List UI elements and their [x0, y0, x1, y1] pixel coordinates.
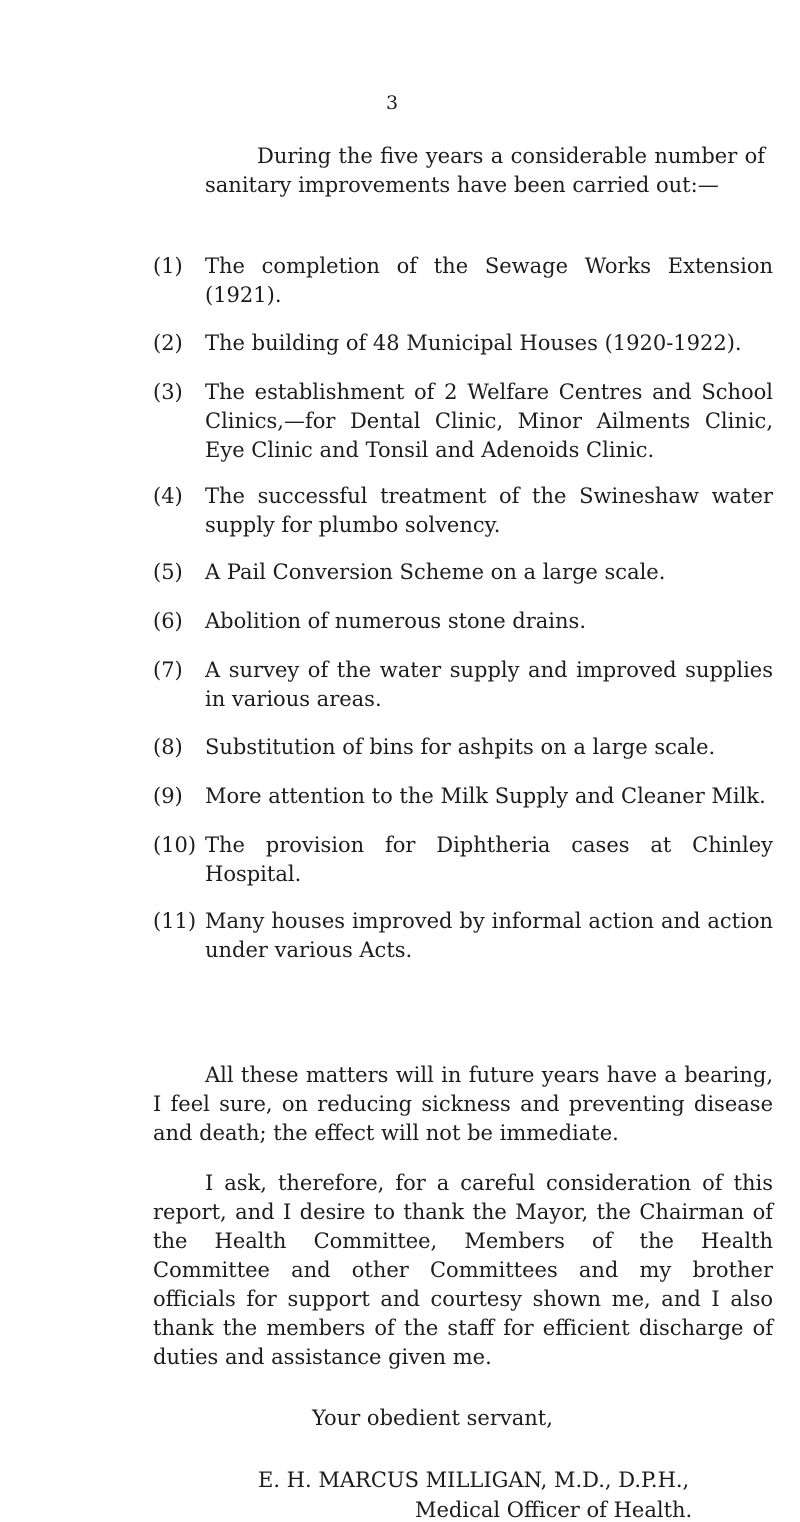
signature-name: E. H. MARCUS MILLIGAN, M.D., D.P.H., — [258, 1468, 690, 1492]
item-number: (9) — [153, 784, 183, 808]
list-item — [153, 482, 773, 540]
item-number: (7) — [153, 658, 183, 682]
list-item — [153, 907, 773, 965]
intro-paragraph: During the five years a considerable number of sanitary improvements have been carried out:— — [205, 144, 765, 197]
list-item — [153, 558, 773, 587]
body-paragraph: I ask, therefore, for a careful consideration of this report, and I desire to thank the Mayor, the Chairman of the Health Committee, Members of the Health Committee and other Committees and my brother officials for support and courtesy shown me, and I also thank the members of the staff for efficient discharge of duties and assistance given me. — [153, 1171, 773, 1369]
list-item — [153, 733, 773, 762]
list-item — [153, 656, 773, 714]
item-text: Substitution of bins for ashpits on a large scale. — [205, 735, 716, 759]
item-text: The building of 48 Municipal Houses (1920-1922). — [205, 331, 742, 355]
signature-title: Medical Officer of Health. — [415, 1498, 693, 1522]
list-item — [153, 252, 773, 310]
item-number: (3) — [153, 380, 183, 404]
list-item — [153, 607, 773, 636]
list-item — [153, 378, 773, 465]
list-item — [153, 329, 773, 358]
item-number: (5) — [153, 560, 183, 584]
item-number: (8) — [153, 735, 183, 759]
list-item — [153, 782, 773, 811]
page-number: 3 — [386, 92, 399, 114]
item-text: The completion of the Sewage Works Extension (1921). — [205, 254, 773, 307]
item-text: Many houses improved by informal action and action under various Acts. — [205, 909, 773, 962]
item-number: (4) — [153, 484, 183, 508]
item-number: (6) — [153, 609, 183, 633]
list-item — [153, 831, 773, 889]
item-number: (1) — [153, 254, 183, 278]
item-text: A Pail Conversion Scheme on a large scale. — [205, 560, 666, 584]
item-number: (2) — [153, 331, 183, 355]
item-text: The provision for Diphtheria cases at Chinley Hospital. — [205, 833, 773, 886]
item-number: (11) — [153, 909, 197, 933]
item-text: Abolition of numerous stone drains. — [205, 609, 587, 633]
body-paragraph: All these matters will in future years have a bearing, I feel sure, on reducing sickness and preventing disease and death; the effect will not be immediate. — [153, 1063, 773, 1145]
item-text: A survey of the water supply and improved supplies in various areas. — [205, 658, 773, 711]
item-text: The successful treatment of the Swineshaw water supply for plumbo solvency. — [205, 484, 773, 537]
item-text: The establishment of 2 Welfare Centres and School Clinics,—for Dental Clinic, Minor Ailments Clinic, Eye Clinic and Tonsil and Adenoids Clinic. — [205, 380, 773, 462]
item-number: (10) — [153, 833, 197, 857]
closing-salutation: Your obedient servant, — [312, 1406, 553, 1430]
item-text: More attention to the Milk Supply and Cleaner Milk. — [205, 784, 766, 808]
